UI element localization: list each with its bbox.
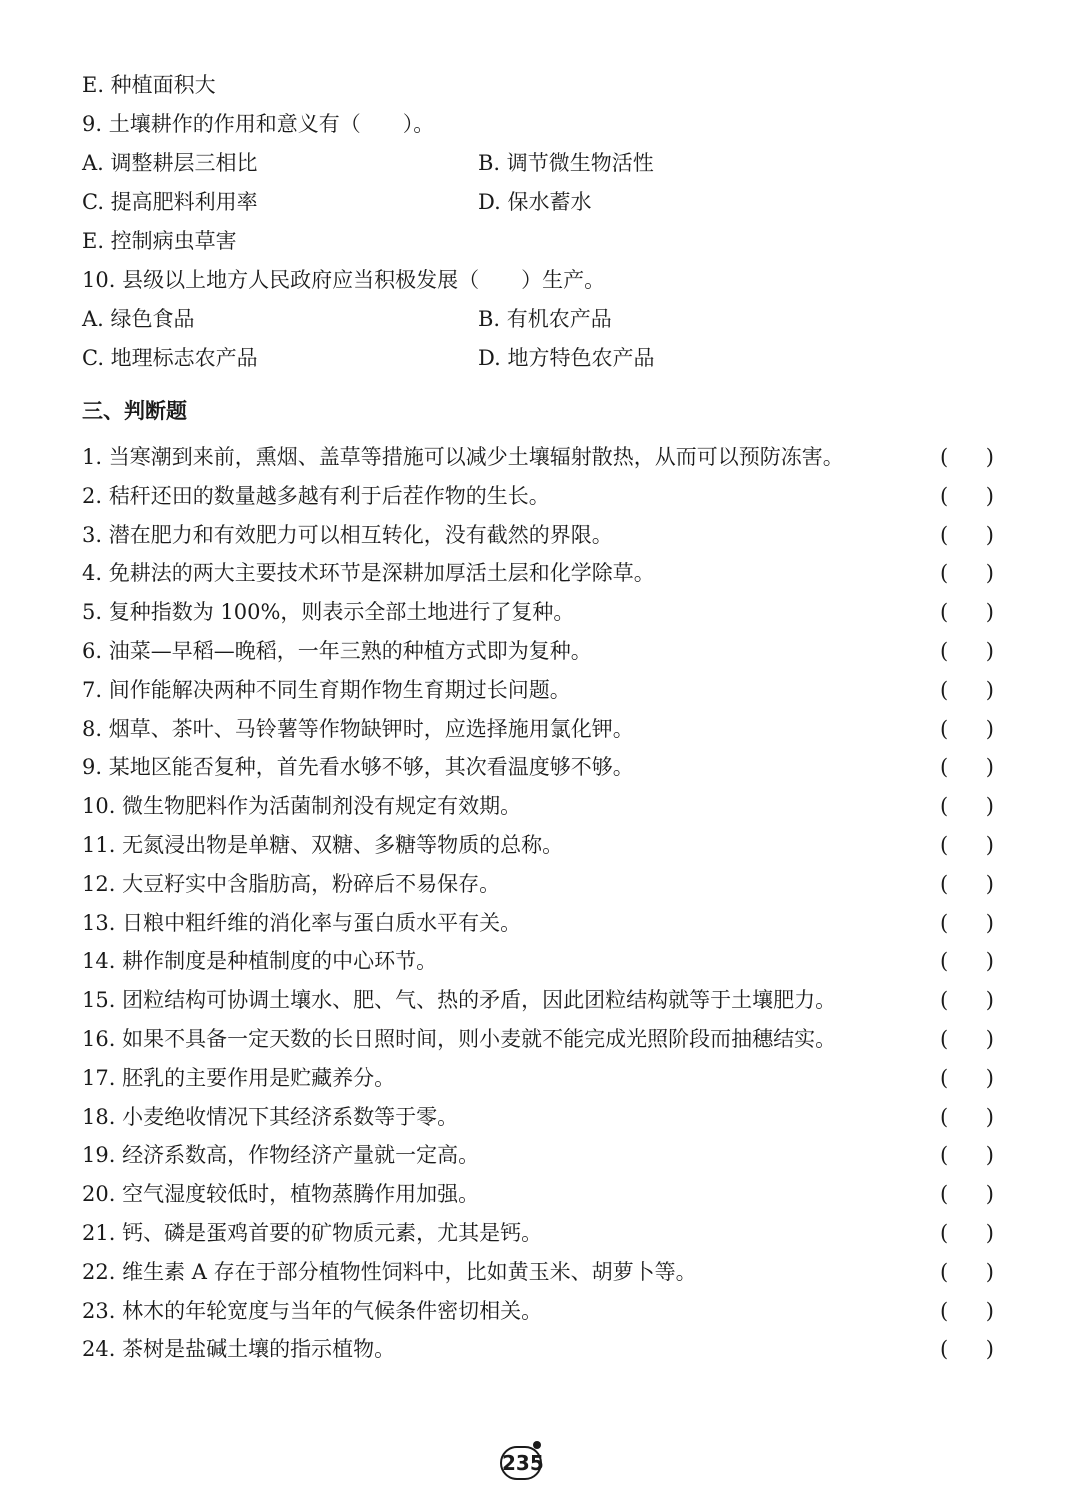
judgment-item-19	[82, 1141, 994, 1169]
judgment-item-text: 5. 复种指数为 100%，则表示全部土地进行了复种。	[82, 600, 575, 624]
answer-paren-close: )	[985, 445, 994, 469]
answer-paren-open: (	[940, 678, 949, 702]
judgment-item-18	[82, 1103, 994, 1131]
judgment-item-7	[82, 676, 994, 704]
answer-paren-open: (	[940, 949, 949, 973]
answer-paren-close: )	[985, 949, 994, 973]
answer-paren-close: )	[985, 833, 994, 857]
judgment-item-20	[82, 1180, 994, 1208]
judgment-item-text: 2. 秸秆还田的数量越多越有利于后茬作物的生长。	[82, 484, 550, 508]
judgment-item-text: 3. 潜在肥力和有效肥力可以相互转化，没有截然的界限。	[82, 523, 613, 547]
answer-paren-close: )	[985, 717, 994, 741]
answer-blank[interactable]	[940, 1258, 994, 1286]
judgment-item-3	[82, 521, 994, 549]
judgment-item-text: 16. 如果不具备一定天数的长日照时间，则小麦就不能完成光照阶段而抽穗结实。	[82, 1027, 837, 1051]
judgment-item-11	[82, 831, 994, 859]
judgment-item-8	[82, 715, 994, 743]
judgment-item-17	[82, 1064, 994, 1092]
judgment-item-text: 12. 大豆籽实中含脂肪高，粉碎后不易保存。	[82, 872, 501, 896]
answer-paren-open: (	[940, 1066, 949, 1090]
answer-blank[interactable]	[940, 521, 994, 549]
answer-blank[interactable]	[940, 1025, 994, 1053]
judgment-item-text: 9. 某地区能否复种，首先看水够不够，其次看温度够不够。	[82, 755, 634, 779]
judgment-item-text: 14. 耕作制度是种植制度的中心环节。	[82, 949, 438, 973]
judgment-item-text: 4. 免耕法的两大主要技术环节是深耕加厚活土层和化学除草。	[82, 561, 655, 585]
section-title-judgment: 三、判断题	[82, 399, 187, 423]
judgment-item-text: 21. 钙、磷是蛋鸡首要的矿物质元素，尤其是钙。	[82, 1221, 543, 1245]
judgment-item-22	[82, 1258, 994, 1286]
answer-paren-close: )	[985, 484, 994, 508]
answer-blank[interactable]	[940, 947, 994, 975]
answer-paren-close: )	[985, 1066, 994, 1090]
answer-blank[interactable]	[940, 831, 994, 859]
judgment-item-text: 7. 间作能解决两种不同生育期作物生育期过长问题。	[82, 678, 571, 702]
judgment-item-text: 10. 微生物肥料作为活菌制剂没有规定有效期。	[82, 794, 522, 818]
answer-paren-open: (	[940, 600, 949, 624]
judgment-item-text: 8. 烟草、茶叶、马铃薯等作物缺钾时，应选择施用氯化钾。	[82, 717, 634, 741]
judgment-item-text: 6. 油菜—早稻—晚稻，一年三熟的种植方式即为复种。	[82, 639, 592, 663]
answer-blank[interactable]	[940, 1064, 994, 1092]
answer-paren-close: )	[985, 1027, 994, 1051]
judgment-item-text: 20. 空气湿度较低时，植物蒸腾作用加强。	[82, 1182, 480, 1206]
answer-paren-close: )	[985, 755, 994, 779]
judgment-item-text: 18. 小麦绝收情况下其经济系数等于零。	[82, 1105, 459, 1129]
answer-blank[interactable]	[940, 715, 994, 743]
q9-option-d: D. 保水蓄水	[478, 190, 592, 214]
judgment-item-16	[82, 1025, 994, 1053]
answer-blank[interactable]	[940, 753, 994, 781]
answer-paren-close: )	[985, 1105, 994, 1129]
judgment-item-2	[82, 482, 994, 510]
q8-option-e: E. 种植面积大	[82, 73, 216, 97]
answer-paren-open: (	[940, 1260, 949, 1284]
q9-option-a: A. 调整耕层三相比	[82, 151, 258, 175]
answer-paren-open: (	[940, 1027, 949, 1051]
answer-paren-close: )	[985, 561, 994, 585]
answer-blank[interactable]	[940, 1180, 994, 1208]
answer-paren-close: )	[985, 600, 994, 624]
answer-blank[interactable]	[940, 598, 994, 626]
judgment-item-text: 19. 经济系数高，作物经济产量就一定高。	[82, 1143, 480, 1167]
answer-paren-open: (	[940, 717, 949, 741]
judgment-item-5	[82, 598, 994, 626]
judgment-item-13	[82, 909, 994, 937]
answer-paren-open: (	[940, 794, 949, 818]
judgment-item-12	[82, 870, 994, 898]
answer-paren-open: (	[940, 755, 949, 779]
answer-blank[interactable]	[940, 1141, 994, 1169]
answer-blank[interactable]	[940, 559, 994, 587]
judgment-item-14	[82, 947, 994, 975]
judgment-item-21	[82, 1219, 994, 1247]
judgment-item-text: 15. 团粒结构可协调土壤水、肥、气、热的矛盾，因此团粒结构就等于土壤肥力。	[82, 988, 837, 1012]
answer-blank[interactable]	[940, 1219, 994, 1247]
judgment-item-1	[82, 443, 994, 471]
q10-option-b: B. 有机农产品	[478, 307, 612, 331]
judgment-item-text: 24. 茶树是盐碱土壤的指示植物。	[82, 1337, 396, 1361]
judgment-item-text: 17. 胚乳的主要作用是贮藏养分。	[82, 1066, 396, 1090]
answer-paren-open: (	[940, 1105, 949, 1129]
q10-option-a: A. 绿色食品	[82, 307, 195, 331]
q10-stem: 10. 县级以上地方人民政府应当积极发展（ ）生产。	[82, 268, 606, 292]
page-number: 235	[500, 1446, 542, 1480]
answer-paren-open: (	[940, 1143, 949, 1167]
answer-blank[interactable]	[940, 676, 994, 704]
answer-blank[interactable]	[940, 1103, 994, 1131]
q10-option-c: C. 地理标志农产品	[82, 346, 258, 370]
q9-stem: 9. 土壤耕作的作用和意义有（ ）。	[82, 112, 435, 136]
answer-paren-close: )	[985, 911, 994, 935]
answer-blank[interactable]	[940, 792, 994, 820]
answer-paren-open: (	[940, 1182, 949, 1206]
answer-paren-close: )	[985, 1221, 994, 1245]
judgment-item-4	[82, 559, 994, 587]
answer-paren-open: (	[940, 1337, 949, 1361]
answer-blank[interactable]	[940, 870, 994, 898]
q9-option-c: C. 提高肥料利用率	[82, 190, 258, 214]
answer-paren-close: )	[985, 1143, 994, 1167]
answer-blank[interactable]	[940, 909, 994, 937]
answer-blank[interactable]	[940, 986, 994, 1014]
answer-paren-close: )	[985, 678, 994, 702]
q9-option-b: B. 调节微生物活性	[478, 151, 654, 175]
answer-paren-open: (	[940, 1299, 949, 1323]
answer-paren-open: (	[940, 872, 949, 896]
answer-paren-close: )	[985, 1182, 994, 1206]
answer-blank[interactable]	[940, 1297, 994, 1325]
judgment-item-text: 13. 日粮中粗纤维的消化率与蛋白质水平有关。	[82, 911, 522, 935]
answer-paren-close: )	[985, 794, 994, 818]
judgment-item-text: 23. 林木的年轮宽度与当年的气候条件密切相关。	[82, 1299, 543, 1323]
answer-paren-open: (	[940, 1221, 949, 1245]
answer-paren-close: )	[985, 1260, 994, 1284]
judgment-item-text: 22. 维生素 A 存在于部分植物性饲料中，比如黄玉米、胡萝卜等。	[82, 1260, 697, 1284]
judgment-item-24	[82, 1335, 994, 1363]
judgment-item-text: 11. 无氮浸出物是单糖、双糖、多糖等物质的总称。	[82, 833, 564, 857]
judgment-item-10	[82, 792, 994, 820]
answer-paren-close: )	[985, 988, 994, 1012]
answer-paren-open: (	[940, 484, 949, 508]
judgment-item-23	[82, 1297, 994, 1325]
judgment-item-6	[82, 637, 994, 665]
judgment-item-9	[82, 753, 994, 781]
answer-blank[interactable]	[940, 482, 994, 510]
answer-paren-close: )	[985, 872, 994, 896]
judgment-item-text: 1. 当寒潮到来前，熏烟、盖草等措施可以减少土壤辐射散热，从而可以预防冻害。	[82, 445, 844, 469]
answer-paren-close: )	[985, 639, 994, 663]
answer-paren-open: (	[940, 523, 949, 547]
judgment-item-15	[82, 986, 994, 1014]
answer-blank[interactable]	[940, 443, 994, 471]
answer-paren-open: (	[940, 833, 949, 857]
answer-paren-open: (	[940, 561, 949, 585]
answer-blank[interactable]	[940, 637, 994, 665]
answer-paren-close: )	[985, 1299, 994, 1323]
answer-paren-open: (	[940, 639, 949, 663]
answer-paren-close: )	[985, 523, 994, 547]
answer-paren-open: (	[940, 988, 949, 1012]
answer-blank[interactable]	[940, 1335, 994, 1363]
q9-option-e: E. 控制病虫草害	[82, 229, 237, 253]
q10-option-d: D. 地方特色农产品	[478, 346, 655, 370]
answer-paren-open: (	[940, 911, 949, 935]
answer-paren-open: (	[940, 445, 949, 469]
answer-paren-close: )	[985, 1337, 994, 1361]
